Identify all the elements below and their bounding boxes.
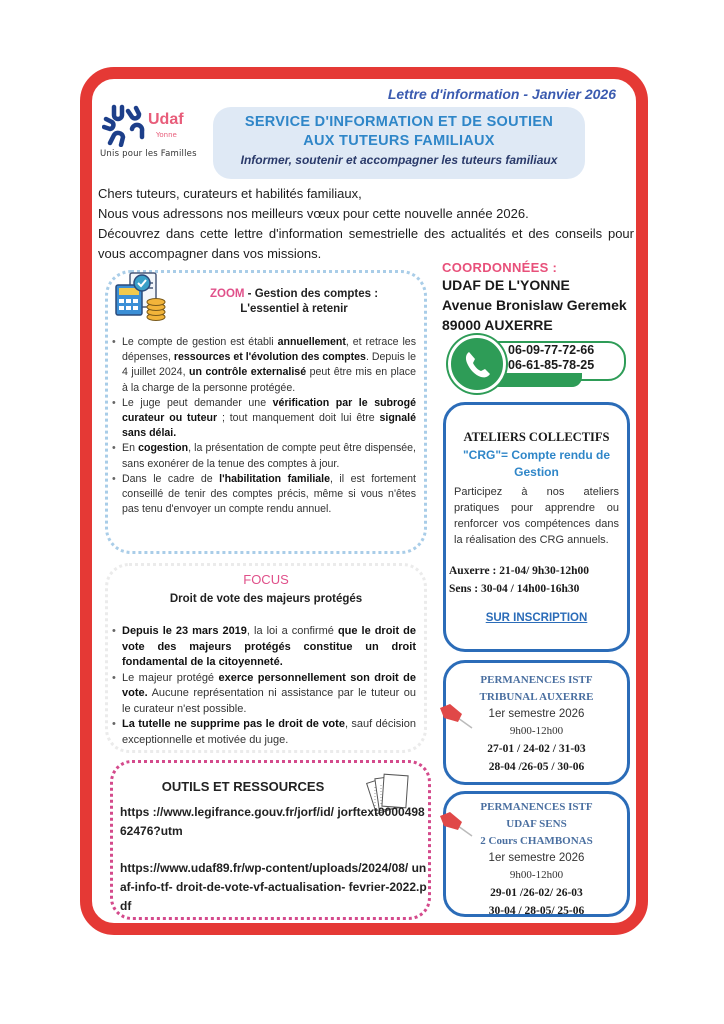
contact-city: 89000 AUXERRE — [442, 317, 553, 333]
focus-label: FOCUS — [243, 572, 289, 587]
focus-title: Droit de vote des majeurs protégés — [169, 593, 363, 605]
phone-number-1[interactable]: 06-09-77-72-66 — [508, 343, 595, 357]
logo-tagline: Unis pour les Familles — [100, 149, 197, 159]
banner-subtitle: Informer, soutenir et accompagner les tuteurs familiaux — [240, 153, 558, 167]
intro-text — [98, 184, 634, 264]
logo-sub: Yonne — [156, 131, 177, 139]
intro-greeting: Chers tuteurs, curateurs et habilités familiaux, — [98, 186, 362, 201]
ateliers-subtitle: "CRG"= Compte rendu de Gestion — [462, 448, 611, 479]
pushpin-icon — [436, 700, 476, 740]
perm-title: PERMANENCES ISTF — [480, 801, 593, 813]
intro-body: Découvrez dans cette lettre d'information semestrielle des actualités et des conseils pour vous accompagner dans vos missions. — [98, 226, 634, 261]
pushpin-icon — [436, 808, 476, 848]
focus-section — [105, 563, 427, 753]
phone-handset-icon — [451, 338, 503, 390]
perm-location: UDAF SENS — [506, 818, 567, 830]
session-sens: Sens : 30-04 / 14h00-16h30 — [449, 583, 580, 595]
perm-address: 2 Cours CHAMBONAS — [480, 835, 593, 847]
bullet-item: • Le majeur protégé exerce personnellement son droit de vote. Aucune représentation ni assistance par le tuteur ou le curateur n'est possible. — [122, 671, 416, 718]
phone-number-2[interactable]: 06-61-85-78-25 — [508, 357, 595, 372]
zoom-label: ZOOM — [209, 288, 245, 300]
session-auxerre: Auxerre : 21-04/ 9h30-12h00 — [449, 565, 590, 577]
contact-section — [442, 260, 638, 335]
registration-link[interactable]: SUR INSCRIPTION — [485, 612, 588, 624]
contact-org: UDAF DE L'YONNE — [442, 277, 570, 293]
bullet-item: • La tutelle ne supprime pas le droit de vote, sauf décision exceptionnelle et motivée du juge. — [122, 717, 416, 748]
phone-icon — [448, 335, 506, 393]
ateliers-section — [443, 402, 630, 652]
resource-link-legifrance[interactable]: https ://www.legifrance.gouv.fr/jorf/id/ jorftext000049862476?utm — [120, 805, 425, 838]
bullet-item: • Le compte de gestion est établi annuellement, et retrace les dépenses, ressources et l'évolution des comptes. Depuis le 4 juillet 2024, un contrôle externalisé peut être mis en place à la charge de la personne protégée. — [122, 335, 416, 396]
resource-link-udaf89-pdf[interactable]: https://www.udaf89.fr/wp-content/uploads/2024/08/ unaf-info-tf- droit-de-vote-vf-actualisation- fevrier-2022.pdf — [120, 861, 427, 913]
letter-title: Lettre d'information - Janvier 2026 — [387, 86, 616, 102]
tools-title: OUTILS ET RESSOURCES — [161, 779, 325, 794]
perm-location: TRIBUNAL AUXERRE — [479, 691, 594, 703]
banner-title-line2: AUX TUTEURS FAMILIAUX — [303, 133, 495, 149]
perm-dates-1: 27-01 / 24-02 / 31-03 — [487, 743, 586, 755]
ateliers-title: ATELIERS COLLECTIFS — [463, 430, 610, 444]
accounting-calculator-icon — [114, 271, 168, 323]
ateliers-description: Participez à nos ateliers pratiques pour apprendre ou renforcer vos compétences dans la réalisation des CRG annuels. — [454, 486, 619, 546]
banner-title-line1: SERVICE D'INFORMATION ET DE SOUTIEN — [244, 114, 554, 130]
udaf-family-icon — [102, 103, 148, 147]
service-banner — [213, 107, 585, 179]
zoom-heading: - Gestion des comptes : — [244, 288, 379, 300]
zoom-subtitle: L'essentiel à retenir — [240, 303, 348, 315]
perm-title: PERMANENCES ISTF — [480, 674, 593, 686]
contact-street: Avenue Bronislaw Geremek — [442, 297, 627, 313]
focus-bullets — [122, 624, 416, 748]
phone-numbers — [508, 343, 594, 372]
tools-section — [110, 760, 431, 920]
bullet-item: • Le juge peut demander une vérification par le subrogé curateur ou tuteur ; tout manquement doit lui être signalé sans délai. — [122, 396, 416, 442]
bullet-item: • En cogestion, la présentation de compte peut être dispensée, sans exonérer de la tenue des comptes à jour. — [122, 441, 416, 471]
bullet-item: • Dans le cadre de l'habilitation familiale, il est fortement conseillé de tenir des comptes précis, même si vous n'êtes pas tenu d'envoyer un compte rendu annuel. — [122, 472, 416, 518]
zoom-section — [105, 270, 427, 554]
zoom-bullets — [122, 335, 416, 517]
logo-brand: Udaf — [148, 111, 184, 128]
perm-semester: 1er semestre 2026 — [488, 708, 585, 720]
perm-dates-1: 29-01 /26-02/ 26-03 — [490, 887, 583, 899]
perm-hours: 9h00-12h00 — [509, 869, 564, 881]
perm-dates-2: 30-04 / 28-05/ 25-06 — [488, 905, 585, 917]
bullet-item: • Depuis le 23 mars 2019, la loi a confirmé que le droit de vote des majeurs protégés constitue un droit fondamental de la citoyenneté. — [122, 624, 416, 671]
contact-label: COORDONNÉES : — [442, 260, 558, 275]
perm-hours: 9h00-12h00 — [509, 725, 564, 737]
ateliers-sessions — [449, 562, 627, 598]
perm-semester: 1er semestre 2026 — [488, 852, 585, 864]
phone-block — [448, 335, 624, 393]
udaf-logo — [100, 103, 210, 167]
perm-dates-2: 28-04 /26-05 / 30-06 — [488, 761, 585, 773]
intro-wishes: Nous vous adressons nos meilleurs vœux pour cette nouvelle année 2026. — [98, 206, 529, 221]
zoom-title — [178, 287, 410, 317]
